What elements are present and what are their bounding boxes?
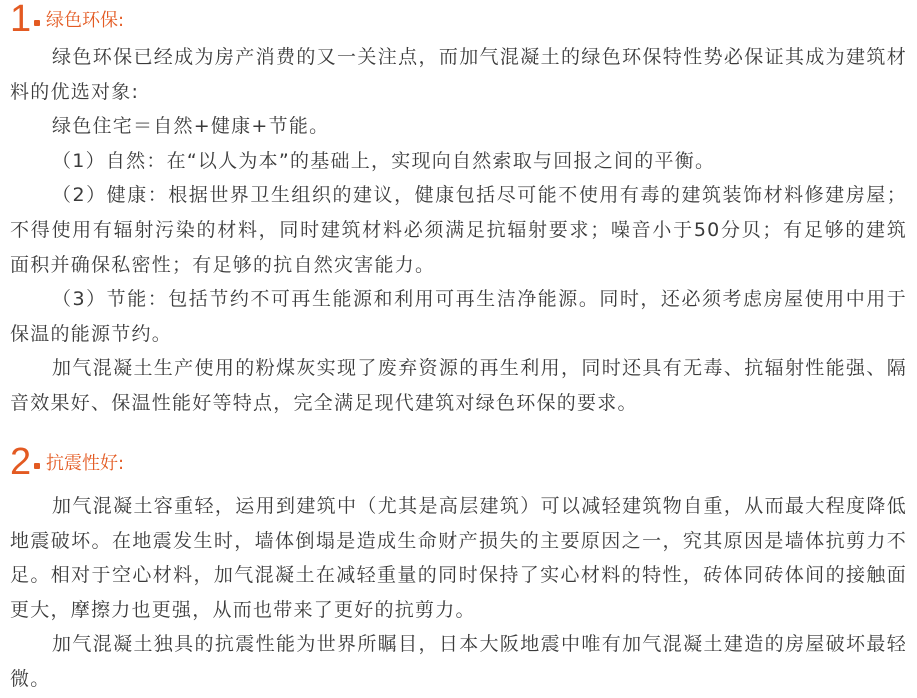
paragraph: （2）健康：根据世界卫生组织的建议，健康包括尽可能不使用有毒的建筑装饰材料修建房屋；不得使用有辐射污染的材料，同时建筑材料必须满足抗辐射要求；噪音小于50分贝；有足够的建筑面积并确保私密性；有足够的抗自然灾害能力。 <box>10 184 907 276</box>
section-body <box>0 489 917 697</box>
paragraph: （1）自然：在“以人为本”的基础上，实现向自然索取与回报之间的平衡。 <box>52 149 716 172</box>
section-seismic-resistance <box>0 441 917 690</box>
section-number: 2 <box>10 441 32 483</box>
section-heading <box>0 443 917 489</box>
paragraph: （3）节能：包括节约不可再生能源和利用可再生洁净能源。同时，还必须考虑房屋使用中用于保温的能源节约。 <box>10 288 907 345</box>
paragraph: 绿色环保已经成为房产消费的又一关注点，而加气混凝土的绿色环保特性势必保证其成为建筑材料的优选对象: <box>10 46 907 103</box>
section-title: 绿色环保: <box>46 10 125 31</box>
paragraph: 加气混凝土容重轻，运用到建筑中（尤其是高层建筑）可以减轻建筑物自重，从而最大程度降低地震破坏。在地震发生时，墙体倒塌是造成生命财产损失的主要原因之一，究其原因是墙体抗剪力不足。相对于空心材料，加气混凝土在减轻重量的同时保持了实心材料的特性，砖体同砖体间的接触面更大，摩擦力也更强，从而也带来了更好的抗剪力。 <box>10 495 907 621</box>
heading-dot-icon <box>34 463 40 469</box>
heading-dot-icon <box>34 20 40 26</box>
paragraph: 绿色住宅＝自然+健康+节能。 <box>52 115 330 138</box>
paragraph: 加气混凝土生产使用的粉煤灰实现了废弃资源的再生利用，同时还具有无毒、抗辐射性能强、隔音效果好、保温性能好等特点，完全满足现代建筑对绿色环保的要求。 <box>10 357 907 414</box>
section-title: 抗震性好: <box>46 453 125 474</box>
section-body <box>0 40 917 421</box>
paragraph: 加气混凝土独具的抗震性能为世界所瞩目，日本大阪地震中唯有加气混凝土建造的房屋破坏最轻微。 <box>10 633 907 690</box>
section-number: 1 <box>10 0 32 40</box>
